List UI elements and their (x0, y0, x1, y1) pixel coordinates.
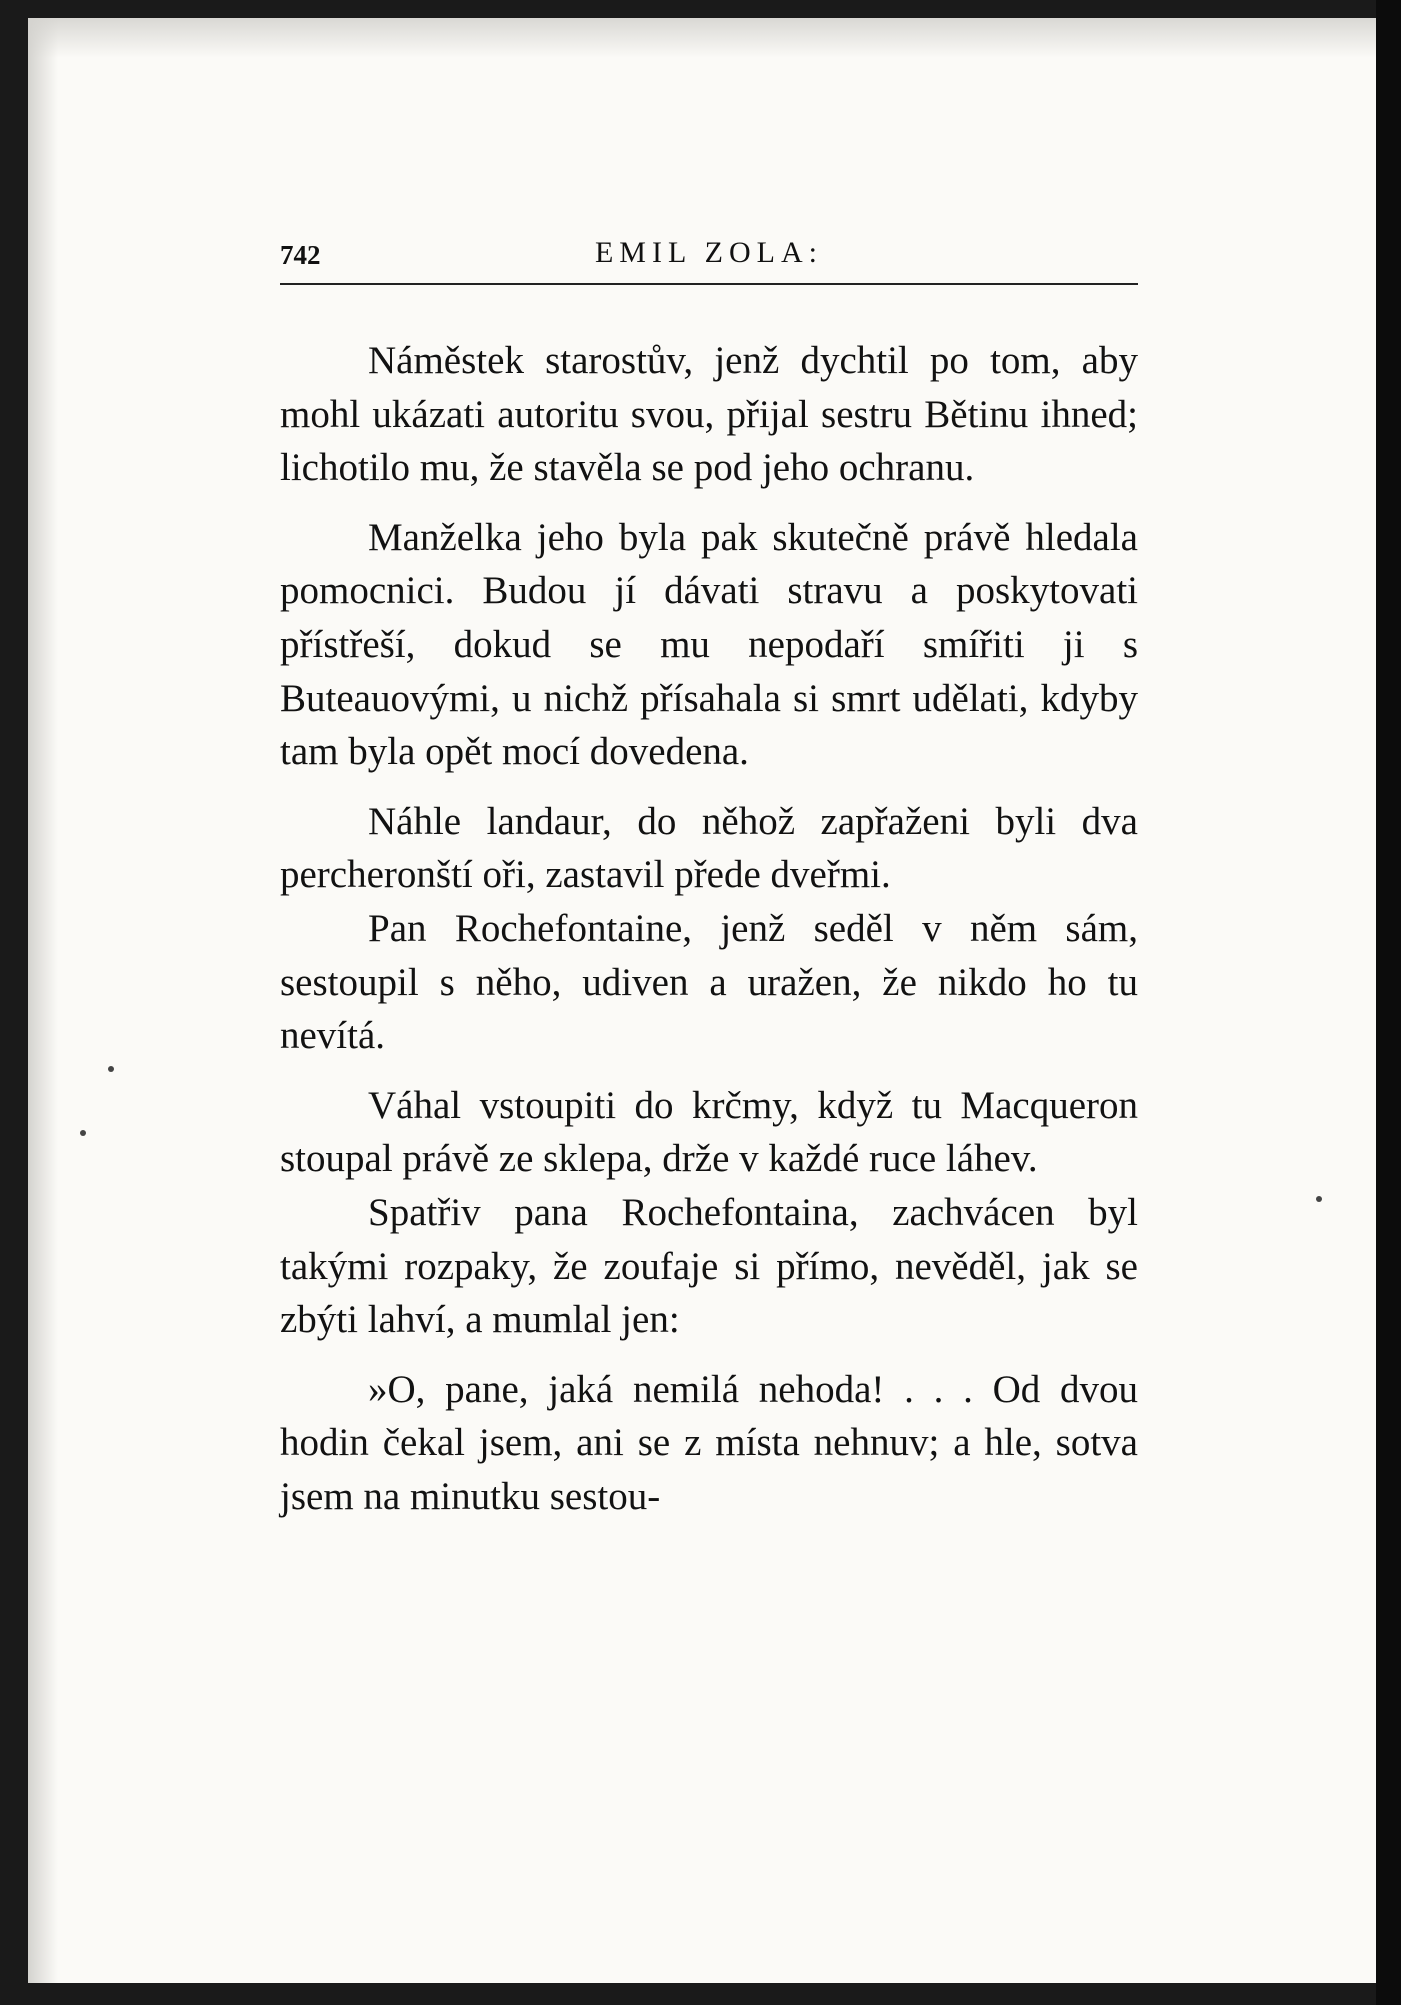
paragraph: Manželka jeho byla pak skutečně právě hledala pomocnici. Budou jí dávati stravu a poskytovati přístřeší, dokud se mu nepodaří smířiti ji s Buteauovými, u nichž přísahala si smrt udělati, kdyby tam byla opět mocí dovedena. (280, 515, 1138, 774)
paragraph: Váhal vstoupiti do krčmy, když tu Macqueron stoupal právě ze sklepa, drže v každé ruce láhev. (280, 1083, 1138, 1181)
scan-shadow-top (28, 18, 1380, 58)
paper-speck (108, 1066, 114, 1072)
scan-shadow-left (28, 18, 58, 1983)
paper-speck (80, 1130, 86, 1136)
paragraph: Náhle landaur, do něhož zapřaženi byli dva percheronští oři, zastavil přede dveřmi. (280, 799, 1138, 897)
page-number: 742 (280, 240, 321, 270)
paragraph: Náměstek starostův, jenž dychtil po tom, aby mohl ukázati autoritu svou, přijal sestru Bětinu ihned; lichotilo mu, že stavěla se pod jeho ochranu. (280, 339, 1138, 490)
binding-edge (1376, 0, 1401, 2005)
paragraph: Spatřiv pana Rochefontaina, zachvácen byl takými rozpaky, že zoufaje si přímo, nevěděl, jak se zbýti lahví, a mumlal jen: (280, 1190, 1138, 1342)
paragraph: Pan Rochefontaine, jenž seděl v něm sám, sestoupil s něho, udiven a uražen, že nikdo ho tu nevítá. (280, 906, 1138, 1058)
body-text (280, 334, 1138, 1523)
running-head: EMIL ZOLA: (594, 236, 824, 269)
header-rule (280, 283, 1138, 285)
paper-speck (1316, 1196, 1322, 1202)
page-header (280, 236, 1138, 276)
paragraph: »O, pane, jaká nemilá nehoda! . . . Od dvou hodin čekal jsem, ani se z místa nehnuv; a hle, sotva jsem na minutku sestou- (280, 1367, 1138, 1518)
